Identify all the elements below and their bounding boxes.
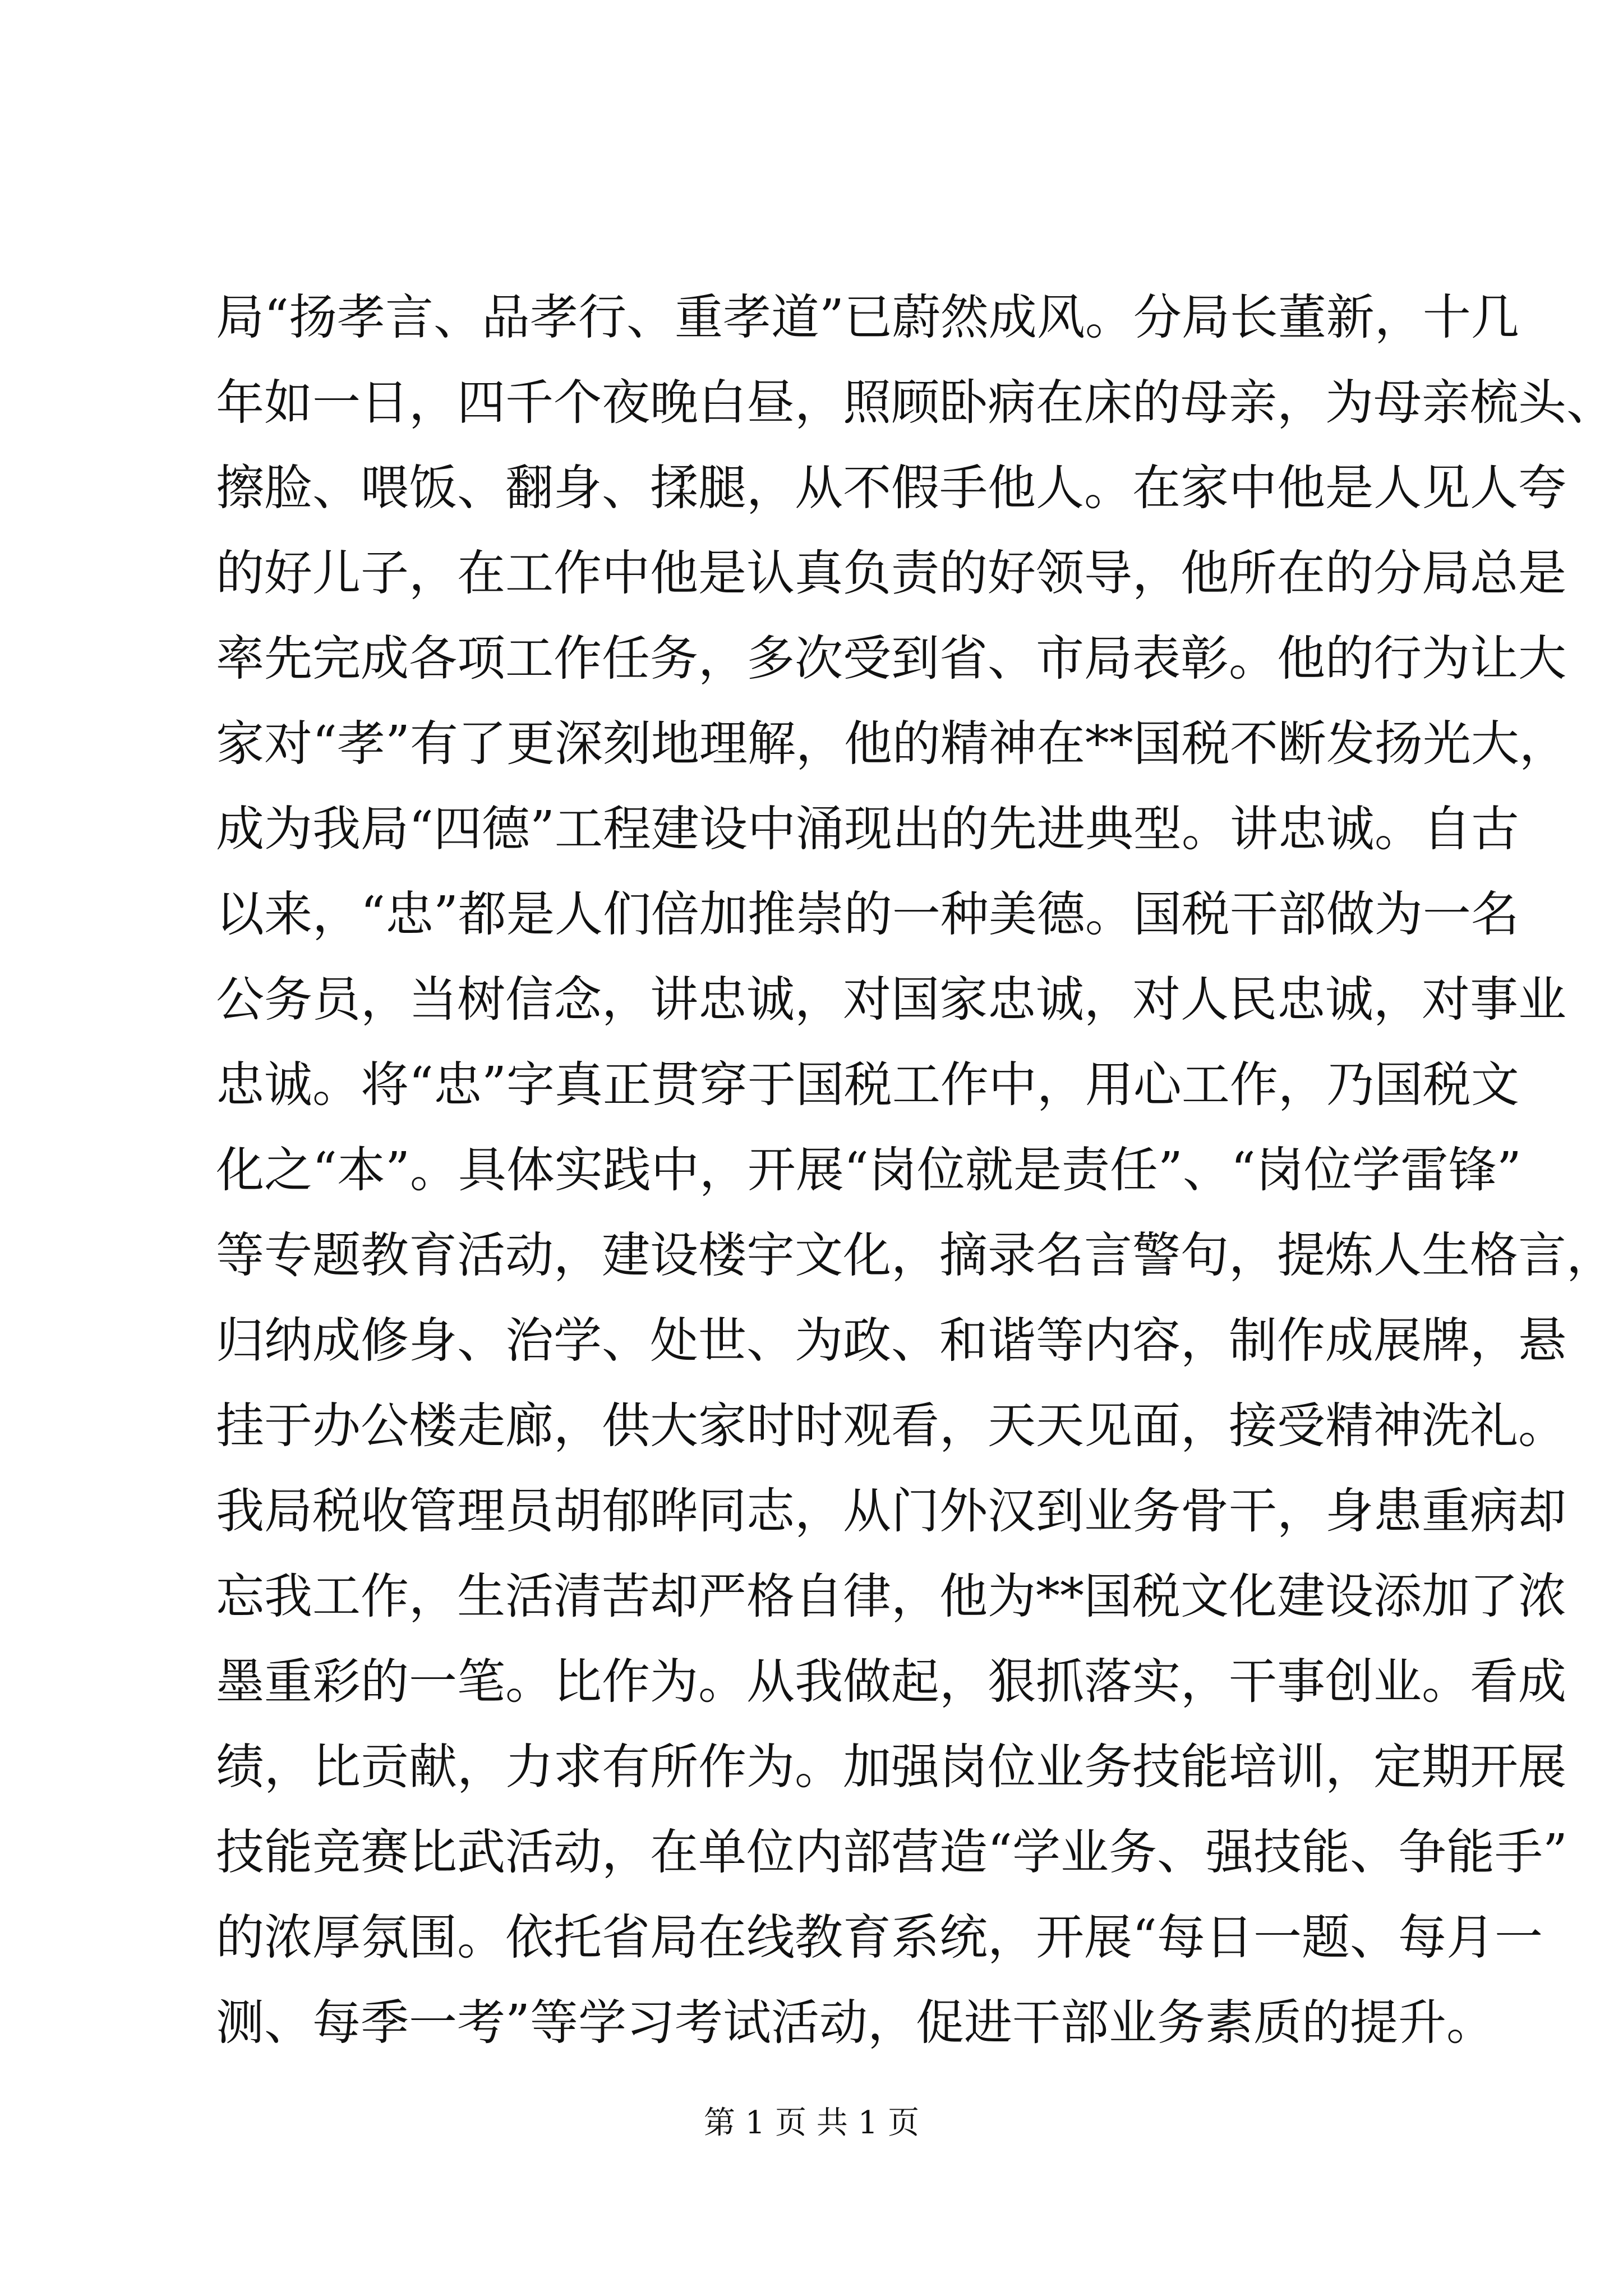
text-line: 率先完成各项工作任务，多次受到省、市局表彰。他的行为让大 (216, 631, 1566, 687)
text-line: 挂于办公楼走廊，供大家时时观看，天天见面，接受精神洗礼。 (216, 1398, 1566, 1454)
text-line: 测、每季一考”等学习考试活动，促进干部业务素质的提升。 (216, 1995, 1495, 2051)
text-line: 局“扬孝言、品孝行、重孝道”已蔚然成风。分局长董新，十几 (216, 289, 1519, 346)
text-line: 家对“孝”有了更深刻地理解，他的精神在**国税不断发扬光大， (216, 716, 1567, 772)
text-line: 忘我工作，生活清苦却严格自律，他为**国税文化建设添加了浓 (216, 1568, 1566, 1625)
text-line: 墨重彩的一笔。比作为。从我做起，狠抓落实，干事创业。看成 (216, 1654, 1566, 1710)
text-line: 的好儿子，在工作中他是认真负责的好领导，他所在的分局总是 (216, 545, 1566, 601)
text-line: 以来，“忠”都是人们倍加推崇的一种美德。国税干部做为一名 (216, 886, 1519, 942)
text-line: 公务员，当树信念，讲忠诚，对国家忠诚，对人民忠诚，对事业 (216, 972, 1566, 1028)
text-line: 年如一日，四千个夜晚白昼，照顾卧病在床的母亲，为母亲梳头、 (216, 375, 1615, 431)
text-line: 的浓厚氛围。依托省局在线教育系统，开展“每日一题、每月一 (216, 1910, 1543, 1966)
text-line: 我局税收管理员胡郁晔同志，从门外汉到业务骨干，身患重病却 (216, 1483, 1566, 1539)
page-number-footer: 第 1 页 共 1 页 (703, 2105, 920, 2141)
text-line: 化之“本”。具体实践中，开展“岗位就是责任”、“岗位学雷锋” (216, 1142, 1521, 1198)
text-line: 绩，比贡献，力求有所作为。加强岗位业务技能培训，定期开展 (216, 1739, 1566, 1795)
text-line: 成为我局“四德”工程建设中涌现出的先进典型。讲忠诚。自古 (216, 801, 1519, 857)
text-line: 等专题教育活动，建设楼宇文化，摘录名言警句，提炼人生格言， (216, 1227, 1615, 1283)
text-line: 忠诚。将“忠”字真正贯穿于国税工作中，用心工作，乃国税文 (216, 1057, 1519, 1113)
text-line: 归纳成修身、治学、处世、为政、和谐等内容，制作成展牌，悬 (216, 1313, 1566, 1369)
text-line: 技能竞赛比武活动，在单位内部营造“学业务、强技能、争能手” (216, 1824, 1567, 1880)
body-paragraph (216, 275, 1615, 2065)
text-line: 擦脸、喂饭、翻身、揉腿，从不假手他人。在家中他是人见人夸 (216, 460, 1566, 516)
